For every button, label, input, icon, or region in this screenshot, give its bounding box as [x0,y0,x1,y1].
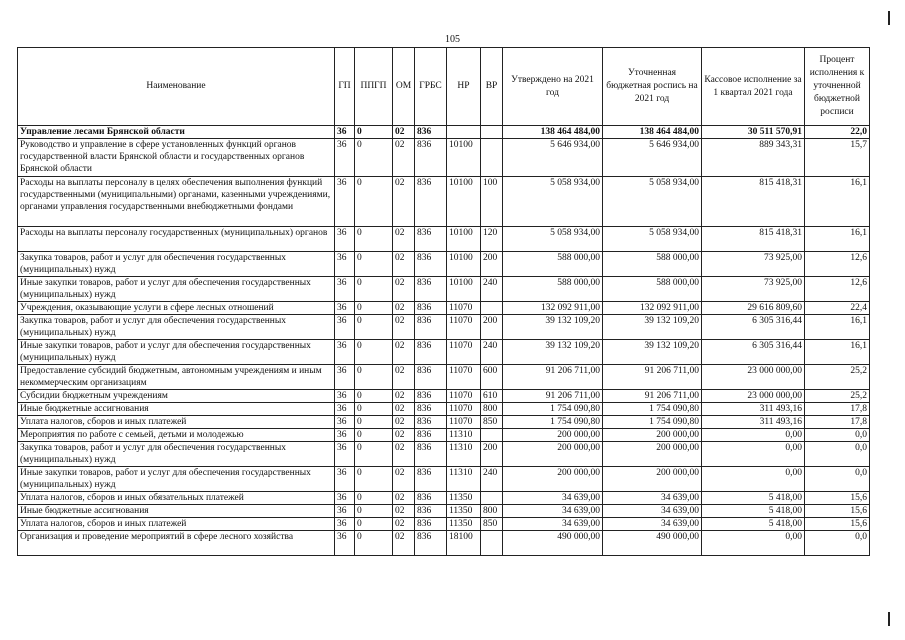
row-percent: 25,2 [805,365,870,390]
row-vr: 800 [481,505,503,518]
row-ppgp: 0 [355,429,393,442]
row-refined: 1 754 090,80 [603,416,702,429]
row-gp: 36 [335,315,355,340]
row-vr: 240 [481,340,503,365]
row-vr: 610 [481,390,503,403]
row-cash: 311 493,16 [702,416,805,429]
row-nr: 11310 [447,467,481,492]
row-refined: 5 646 934,00 [603,139,702,177]
row-vr: 850 [481,518,503,531]
row-ppgp: 0 [355,277,393,302]
row-percent: 16,1 [805,227,870,252]
row-approved: 91 206 711,00 [503,365,603,390]
row-vr: 800 [481,403,503,416]
row-refined: 34 639,00 [603,492,702,505]
row-om: 02 [393,416,415,429]
row-om: 02 [393,340,415,365]
row-cash: 0,00 [702,442,805,467]
row-nr: 11350 [447,518,481,531]
row-percent: 16,1 [805,177,870,227]
row-grbs: 836 [415,416,447,429]
row-nr: 11070 [447,340,481,365]
row-gp: 36 [335,492,355,505]
row-grbs: 836 [415,177,447,227]
row-gp: 36 [335,403,355,416]
row-refined: 91 206 711,00 [603,390,702,403]
row-refined: 200 000,00 [603,442,702,467]
row-approved: 132 092 911,00 [503,302,603,315]
row-nr: 11070 [447,315,481,340]
row-refined: 5 058 934,00 [603,227,702,252]
row-refined: 39 132 109,20 [603,340,702,365]
row-refined: 34 639,00 [603,505,702,518]
row-nr: 10100 [447,227,481,252]
row-ppgp: 0 [355,531,393,556]
row-om: 02 [393,492,415,505]
row-approved: 91 206 711,00 [503,390,603,403]
row-name: Расходы на выплаты персоналу государственных (муниципальных) органов [18,227,335,252]
row-gp: 36 [335,252,355,277]
table-row [18,365,870,390]
table-row [18,177,870,227]
row-name: Управление лесами Брянской области [18,126,335,139]
row-om: 02 [393,139,415,177]
row-approved: 34 639,00 [503,505,603,518]
row-om: 02 [393,177,415,227]
row-percent: 22,0 [805,126,870,139]
row-approved: 34 639,00 [503,492,603,505]
row-om: 02 [393,365,415,390]
row-percent: 25,2 [805,390,870,403]
row-percent: 15,6 [805,505,870,518]
table-row [18,505,870,518]
row-ppgp: 0 [355,126,393,139]
row-cash: 311 493,16 [702,403,805,416]
row-om: 02 [393,467,415,492]
row-name: Закупка товаров, работ и услуг для обеспечения государственных (муниципальных) нужд [18,442,335,467]
row-refined: 1 754 090,80 [603,403,702,416]
row-refined: 34 639,00 [603,518,702,531]
row-vr [481,126,503,139]
row-grbs: 836 [415,302,447,315]
table-row [18,126,870,139]
header-name: Наименование [18,48,335,126]
row-cash: 0,00 [702,531,805,556]
header-om: ОМ [393,48,415,126]
row-nr: 10100 [447,139,481,177]
row-om: 02 [393,403,415,416]
header-percent: Процент исполнения к уточненной бюджетной росписи [805,48,870,126]
row-cash: 889 343,31 [702,139,805,177]
header-approved: Утверждено на 2021 год [503,48,603,126]
row-ppgp: 0 [355,416,393,429]
row-cash: 6 305 316,44 [702,315,805,340]
row-nr: 10100 [447,177,481,227]
header-grbs: ГРБС [415,48,447,126]
row-refined: 132 092 911,00 [603,302,702,315]
row-refined: 138 464 484,00 [603,126,702,139]
row-grbs: 836 [415,531,447,556]
row-grbs: 836 [415,390,447,403]
row-gp: 36 [335,390,355,403]
budget-table [17,47,870,556]
row-grbs: 836 [415,442,447,467]
row-approved: 5 646 934,00 [503,139,603,177]
row-ppgp: 0 [355,518,393,531]
row-percent: 16,1 [805,315,870,340]
row-om: 02 [393,442,415,467]
table-row [18,139,870,177]
table-row [18,531,870,556]
row-approved: 34 639,00 [503,518,603,531]
row-om: 02 [393,302,415,315]
row-approved: 1 754 090,80 [503,416,603,429]
row-nr [447,126,481,139]
scan-edge-mark [888,612,890,626]
row-vr [481,302,503,315]
row-gp: 36 [335,429,355,442]
row-nr: 11070 [447,390,481,403]
table-row [18,315,870,340]
row-cash: 5 418,00 [702,492,805,505]
header-nr: НР [447,48,481,126]
row-refined: 588 000,00 [603,252,702,277]
row-grbs: 836 [415,505,447,518]
row-cash: 5 418,00 [702,505,805,518]
row-cash: 23 000 000,00 [702,365,805,390]
row-om: 02 [393,315,415,340]
row-ppgp: 0 [355,403,393,416]
row-ppgp: 0 [355,365,393,390]
row-grbs: 836 [415,340,447,365]
row-cash: 0,00 [702,467,805,492]
row-om: 02 [393,252,415,277]
row-cash: 29 616 809,60 [702,302,805,315]
row-approved: 588 000,00 [503,277,603,302]
row-vr: 240 [481,467,503,492]
row-grbs: 836 [415,403,447,416]
row-approved: 138 464 484,00 [503,126,603,139]
row-nr: 11310 [447,442,481,467]
row-grbs: 836 [415,139,447,177]
row-grbs: 836 [415,315,447,340]
table-row [18,227,870,252]
row-name: Закупка товаров, работ и услуг для обеспечения государственных (муниципальных) нужд [18,315,335,340]
row-percent: 17,8 [805,403,870,416]
row-ppgp: 0 [355,302,393,315]
table-row [18,340,870,365]
row-nr: 10100 [447,277,481,302]
row-nr: 11070 [447,302,481,315]
row-cash: 30 511 570,91 [702,126,805,139]
row-percent: 22,4 [805,302,870,315]
table-row [18,390,870,403]
row-cash: 6 305 316,44 [702,340,805,365]
row-grbs: 836 [415,227,447,252]
row-grbs: 836 [415,467,447,492]
row-gp: 36 [335,126,355,139]
row-grbs: 836 [415,277,447,302]
row-name: Предоставление субсидий бюджетным, автономным учреждениям и иным некоммерческим организациям [18,365,335,390]
row-name: Руководство и управление в сфере установленных функций органов государственной власти Брянской области и государственных органов Брянской области [18,139,335,177]
row-percent: 0,0 [805,442,870,467]
row-vr: 120 [481,227,503,252]
row-gp: 36 [335,442,355,467]
row-ppgp: 0 [355,177,393,227]
row-gp: 36 [335,227,355,252]
row-name: Расходы на выплаты персоналу в целях обеспечения выполнения функций государственными (муниципальными) органами, казенными учреждениями, органами управления государственными внебюджетными фондами [18,177,335,227]
row-cash: 815 418,31 [702,227,805,252]
row-gp: 36 [335,302,355,315]
row-percent: 0,0 [805,467,870,492]
row-grbs: 836 [415,252,447,277]
header-ppgp: ППГП [355,48,393,126]
header-vr: ВР [481,48,503,126]
row-om: 02 [393,429,415,442]
row-percent: 12,6 [805,277,870,302]
row-nr: 11070 [447,365,481,390]
row-nr: 11070 [447,416,481,429]
row-gp: 36 [335,416,355,429]
table-row [18,429,870,442]
row-approved: 1 754 090,80 [503,403,603,416]
row-vr: 600 [481,365,503,390]
row-vr: 200 [481,252,503,277]
row-cash: 5 418,00 [702,518,805,531]
page-number: 105 [445,34,460,45]
row-approved: 588 000,00 [503,252,603,277]
row-percent: 17,8 [805,416,870,429]
row-name: Учреждения, оказывающие услуги в сфере лесных отношений [18,302,335,315]
row-gp: 36 [335,505,355,518]
row-gp: 36 [335,177,355,227]
header-gp: ГП [335,48,355,126]
row-approved: 5 058 934,00 [503,177,603,227]
row-nr: 11070 [447,403,481,416]
row-gp: 36 [335,531,355,556]
table-row [18,467,870,492]
row-om: 02 [393,277,415,302]
row-om: 02 [393,518,415,531]
header-cash: Кассовое исполнение за 1 квартал 2021 года [702,48,805,126]
row-om: 02 [393,227,415,252]
row-name: Иные бюджетные ассигнования [18,403,335,416]
row-ppgp: 0 [355,467,393,492]
row-ppgp: 0 [355,390,393,403]
row-cash: 73 925,00 [702,252,805,277]
row-cash: 815 418,31 [702,177,805,227]
row-name: Уплата налогов, сборов и иных платежей [18,416,335,429]
row-ppgp: 0 [355,340,393,365]
row-om: 02 [393,531,415,556]
row-cash: 23 000 000,00 [702,390,805,403]
row-name: Иные закупки товаров, работ и услуг для обеспечения государственных (муниципальных) нужд [18,277,335,302]
row-cash: 0,00 [702,429,805,442]
header-refined: Уточненная бюджетная роспись на 2021 год [603,48,702,126]
row-refined: 91 206 711,00 [603,365,702,390]
row-ppgp: 0 [355,492,393,505]
row-approved: 5 058 934,00 [503,227,603,252]
row-grbs: 836 [415,365,447,390]
table-row [18,403,870,416]
row-percent: 0,0 [805,429,870,442]
row-name: Уплата налогов, сборов и иных платежей [18,518,335,531]
row-grbs: 836 [415,126,447,139]
row-percent: 12,6 [805,252,870,277]
row-vr: 200 [481,315,503,340]
row-refined: 39 132 109,20 [603,315,702,340]
row-refined: 588 000,00 [603,277,702,302]
row-grbs: 836 [415,429,447,442]
row-vr: 100 [481,177,503,227]
row-cash: 73 925,00 [702,277,805,302]
table-body [18,126,870,556]
table-header-row [18,48,870,126]
row-vr: 850 [481,416,503,429]
row-approved: 39 132 109,20 [503,340,603,365]
row-percent: 15,7 [805,139,870,177]
row-vr: 240 [481,277,503,302]
row-ppgp: 0 [355,505,393,518]
row-ppgp: 0 [355,252,393,277]
row-approved: 200 000,00 [503,429,603,442]
row-refined: 200 000,00 [603,467,702,492]
row-vr [481,139,503,177]
row-vr [481,531,503,556]
row-gp: 36 [335,365,355,390]
row-grbs: 836 [415,492,447,505]
row-nr: 11310 [447,429,481,442]
row-percent: 0,0 [805,531,870,556]
row-approved: 39 132 109,20 [503,315,603,340]
table-row [18,442,870,467]
row-name: Уплата налогов, сборов и иных обязательных платежей [18,492,335,505]
row-nr: 11350 [447,492,481,505]
row-ppgp: 0 [355,315,393,340]
row-om: 02 [393,505,415,518]
row-refined: 200 000,00 [603,429,702,442]
row-vr [481,429,503,442]
row-name: Иные закупки товаров, работ и услуг для обеспечения государственных (муниципальных) нужд [18,340,335,365]
table-row [18,252,870,277]
row-name: Субсидии бюджетным учреждениям [18,390,335,403]
row-percent: 15,6 [805,518,870,531]
row-gp: 36 [335,518,355,531]
row-refined: 5 058 934,00 [603,177,702,227]
row-ppgp: 0 [355,139,393,177]
table-row [18,492,870,505]
row-gp: 36 [335,467,355,492]
row-name: Закупка товаров, работ и услуг для обеспечения государственных (муниципальных) нужд [18,252,335,277]
row-gp: 36 [335,340,355,365]
row-grbs: 836 [415,518,447,531]
row-nr: 10100 [447,252,481,277]
row-om: 02 [393,390,415,403]
row-ppgp: 0 [355,227,393,252]
table-row [18,302,870,315]
row-name: Иные бюджетные ассигнования [18,505,335,518]
row-gp: 36 [335,277,355,302]
row-refined: 490 000,00 [603,531,702,556]
row-approved: 200 000,00 [503,442,603,467]
row-vr [481,492,503,505]
row-gp: 36 [335,139,355,177]
row-nr: 18100 [447,531,481,556]
table-row [18,277,870,302]
row-approved: 490 000,00 [503,531,603,556]
row-name: Мероприятия по работе с семьей, детьми и молодежью [18,429,335,442]
row-approved: 200 000,00 [503,467,603,492]
row-name: Организация и проведение мероприятий в сфере лесного хозяйства [18,531,335,556]
row-percent: 16,1 [805,340,870,365]
row-nr: 11350 [447,505,481,518]
row-percent: 15,6 [805,492,870,505]
table-row [18,518,870,531]
row-name: Иные закупки товаров, работ и услуг для обеспечения государственных (муниципальных) нужд [18,467,335,492]
row-vr: 200 [481,442,503,467]
scan-edge-mark [888,11,890,25]
table-row [18,416,870,429]
row-om: 02 [393,126,415,139]
row-ppgp: 0 [355,442,393,467]
